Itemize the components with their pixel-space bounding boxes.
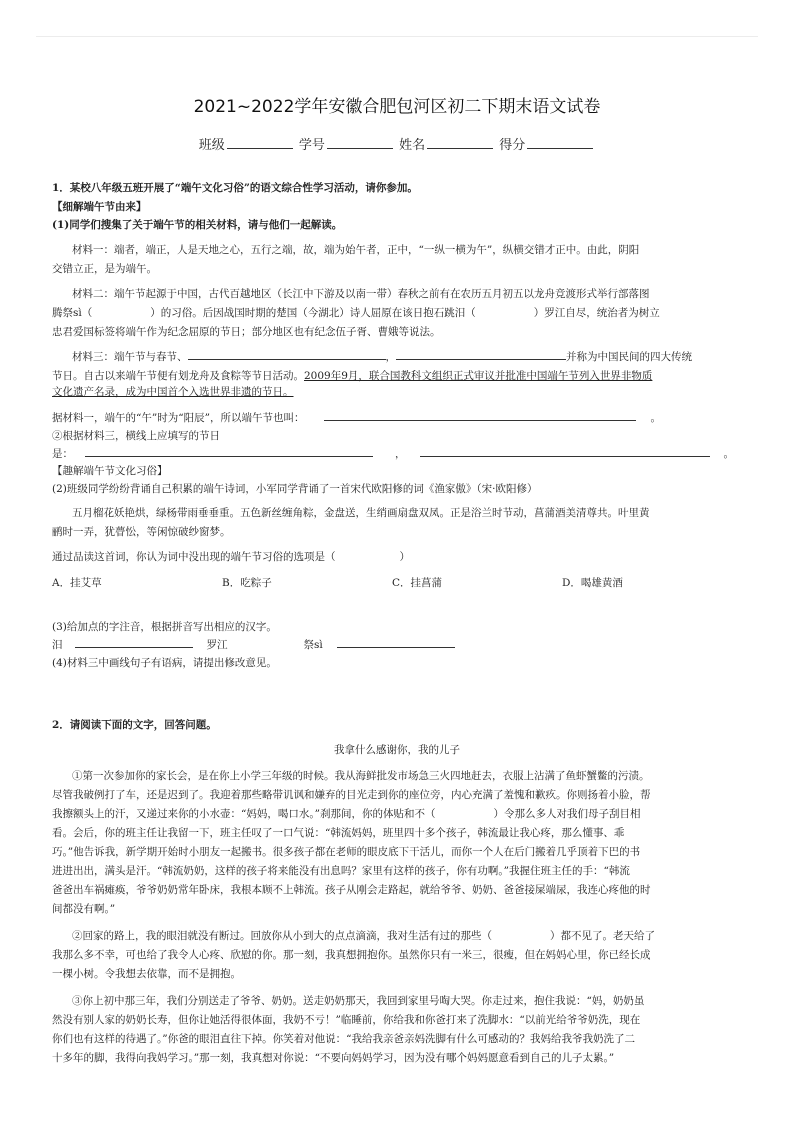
score-label: 得分 xyxy=(499,138,526,153)
p2-line1-a: ②回家的路上，我的眼泪就没有断过。回放你从小到大的点点滴滴，我对生活有过的那些（ xyxy=(72,930,492,942)
answer2-comma: ， xyxy=(395,448,406,460)
q1-sub4: (4)材料三中画线句子有语病，请提出修改意见。 xyxy=(52,657,277,669)
p1-line1: ①第一次参加你的家长会，是在你上小学三年级的时候。我从海鲜批发市场急三火四地赶去，衣服上沾满了鱼虾蟹鳖的污渍。 xyxy=(72,770,650,782)
material3-underlined-1: 2009年9月，联合国教科文组织正式审议并批准中国端午节列入世界非物质 xyxy=(304,370,653,382)
material2-text-b: ）的习俗。后因战国时期的楚国（今湖北）诗人屈原在该日抱石跳汨（ xyxy=(150,307,476,319)
festival-blank-1[interactable] xyxy=(188,347,386,360)
p1-line5: 巧。”他告诉我，新学期开始时小朋友一起搬书。很多孩子都在老师的眼皮底下干活儿，而你一个人在后门搬着几乎顶着下巴的书 xyxy=(52,846,641,858)
p1-line3-b: ）令那么多人对我们母子刮目相 xyxy=(493,808,641,820)
poem-line2: 鹂时一弄，犹瞢忪，等闲惊破纱窗梦。 xyxy=(52,526,231,538)
q1-section-origin: 【细解端午节由来】 xyxy=(52,201,147,213)
choice-question-end: ） xyxy=(399,551,410,563)
material3-text-d: 节日。自古以来端午节便有划龙舟及食粽等节日活动。 xyxy=(52,370,304,382)
answer2-prompt: ②根据材料三，横线上应填写的节日 xyxy=(52,430,220,442)
answer2-label: 是： xyxy=(52,448,73,460)
si-character-blank[interactable] xyxy=(337,635,455,648)
page-title: 2021~2022学年安徽合肥包河区初二下期末语文试卷 xyxy=(193,97,601,117)
word-mi: 汨 xyxy=(52,639,63,651)
p2-line2: 我那么多不幸，可也给了我令人心疼、欣慰的你。那一刻，我真想拥抱你。虽然你只有一米三，很瘦，但在妈妈心里，你已经长成 xyxy=(52,949,651,961)
festival-blank-2[interactable] xyxy=(396,347,566,360)
p3-line3: 你们也有这样的待遇了。”你爸的眼泪直往下掉。你笑着对他说：“我给我亲爸亲妈洗脚有什么可感动的？我妈给我爷我奶洗了二 xyxy=(52,1033,635,1045)
score-field[interactable] xyxy=(527,137,593,149)
class-field[interactable] xyxy=(227,137,293,149)
option-c[interactable]: C．挂菖蒲 xyxy=(392,577,443,589)
material3-text-a: 材料三：端午节与春节、 xyxy=(72,351,188,363)
material1-line2: 交错立正，是为端午。 xyxy=(52,263,157,275)
p1-line7: 爸爸出车祸瘫痪，爷爷奶奶常年卧床，我根本顾不上韩流。孩子从刚会走路起，就给爷爷、奶奶、爸爸接屎端尿，我连心疼他的时 xyxy=(52,884,651,896)
option-a[interactable]: A．挂艾草 xyxy=(52,577,102,589)
class-label: 班级 xyxy=(198,138,225,153)
p1-line3-a: 我擦额头上的汗，又递过来你的小水壶：“妈妈，喝口水。”刹那间，你的体贴和不（ xyxy=(52,808,436,820)
p3-line1: ③你上初中那三年，我们分别送走了爷爷、奶奶。送走奶奶那天，我回到家里号啕大哭。你走过来，抱住我说：“妈，奶奶虽 xyxy=(72,995,645,1007)
word-luojiang: 罗江 xyxy=(206,639,228,651)
p2-line3: 一棵小树。令我想去依靠，而不是拥抱。 xyxy=(52,968,241,980)
answer1-end: 。 xyxy=(650,412,661,424)
answer1-prompt: 据材料一，端午的“午”时为“阳辰”，所以端午节也叫： xyxy=(52,412,305,424)
p1-line4: 看。会后，你的班主任让我留一下，班主任叹了一口气说：“韩流妈妈，班里四十多个孩子，韩流最让我心疼，那么懂事、乖 xyxy=(52,827,625,839)
material2-text-c: ）罗江自尽，统治者为树立 xyxy=(533,307,660,319)
option-b[interactable]: B．吃粽子 xyxy=(222,577,272,589)
answer2-blank-1[interactable] xyxy=(85,444,373,457)
material3-line1 xyxy=(72,347,692,367)
material1-line1: 材料一：端者，端正，人是天地之心，五行之端，故，端为始午者，正中，“一纵一横为午”，纵横交错才正中。由此，阴阳 xyxy=(72,244,640,256)
q1-choice-question xyxy=(52,547,410,567)
q1-sub2: (2)班级同学纷纷背诵自己积累的端午诗词，小军同学背诵了一首宋代欧阳修的词《渔家傲》（宋·欧阳修） xyxy=(52,483,538,495)
q2-heading: 2．请阅读下面的文字，回答问题。 xyxy=(52,719,217,731)
q1-sub1: (1)同学们搜集了关于端午节的相关材料，请与他们一起解读。 xyxy=(52,219,343,231)
poem-line1: 五月榴花妖艳烘，绿杨带雨垂垂重。五色新丝缠角粽，金盘送，生绡画扇盘双凤。正是浴兰时节动，菖蒲酒美清尊共。叶里黄 xyxy=(72,507,650,519)
answer2-end: 。 xyxy=(723,448,734,460)
p1-line6: 进进出出，满头是汗。“韩流奶奶，这样的孩子将来能没有出息吗？家里有这样的孩子，你有功啊。”我握住班主任的手：“韩流 xyxy=(52,865,630,877)
q1-section-customs: 【趣解端午节文化习俗】 xyxy=(52,465,168,477)
q1-sub3-answers xyxy=(52,635,455,655)
material2-text-a: 腾祭sì（ xyxy=(52,307,93,319)
article-title: 我拿什么感谢你，我的儿子 xyxy=(334,744,460,756)
q1-sub3: (3)给加点的字注音，根据拼音写出相应的汉字。 xyxy=(52,621,277,633)
id-label: 学号 xyxy=(298,138,325,153)
p1-line8: 间都没有啊。” xyxy=(52,903,116,915)
id-field[interactable] xyxy=(327,137,393,149)
mi-pinyin-blank[interactable] xyxy=(75,635,193,648)
q1-heading: 1．某校八年级五班开展了“端午文化习俗”的语文综合性学习活动，请你参加。 xyxy=(52,182,418,194)
name-field[interactable] xyxy=(427,137,493,149)
answer1-line xyxy=(52,408,661,428)
answer2-blank-2[interactable] xyxy=(420,444,710,457)
student-info-line xyxy=(0,134,794,153)
top-divider xyxy=(36,36,758,37)
material3-underlined-2: 文化遗产名录，成为中国首个入选世界非遗的节日。 xyxy=(52,386,294,398)
p1-line2: 尽管我破例打了车，还是迟到了。我迎着那些略带讥讽和嫌弃的目光走到你的座位旁，内心充满了羞愧和歉疚。你则扬着小脸，帮 xyxy=(52,789,651,801)
option-d[interactable]: D．喝雄黄酒 xyxy=(562,577,623,589)
material3-comma: ， xyxy=(385,351,396,363)
p3-line4: 十多年的脚，我得向我妈学习。”那一刻，我真想对你说：“不要向妈妈学习，因为没有哪个妈妈愿意看到自己的儿子太累。” xyxy=(52,1052,615,1064)
material2-line1: 材料二：端午节起源于中国，古代百越地区（长江中下游及以南一带）春秋之前有在农历五月初五以龙舟竞渡形式举行部落图 xyxy=(72,288,650,300)
material2-line3: 忠君爱国标签将端午作为纪念屈原的节日；部分地区也有纪念伍子胥、曹娥等说法。 xyxy=(52,326,441,338)
material3-text-c: 并称为中国民间的四大传统 xyxy=(566,351,692,363)
p2-line1-b: ）都不见了。老天给了 xyxy=(550,930,655,942)
p2-line1 xyxy=(72,926,655,946)
answer1-blank[interactable] xyxy=(324,408,636,421)
p3-line2: 然没有别人家的奶奶长寿，但你让她活得很体面，我奶不亏！”临睡前，你给我和你爸打来了洗脚水：“以前光给爷爷奶洗，现在 xyxy=(52,1014,641,1026)
choice-question-text: 通过品读这首词，你认为词中没出现的端午节习俗的选项是（ xyxy=(52,551,336,563)
p1-line3 xyxy=(52,804,640,824)
material2-line2 xyxy=(52,303,660,323)
word-jisi: 祭sì xyxy=(303,639,323,651)
name-label: 姓名 xyxy=(399,138,426,153)
